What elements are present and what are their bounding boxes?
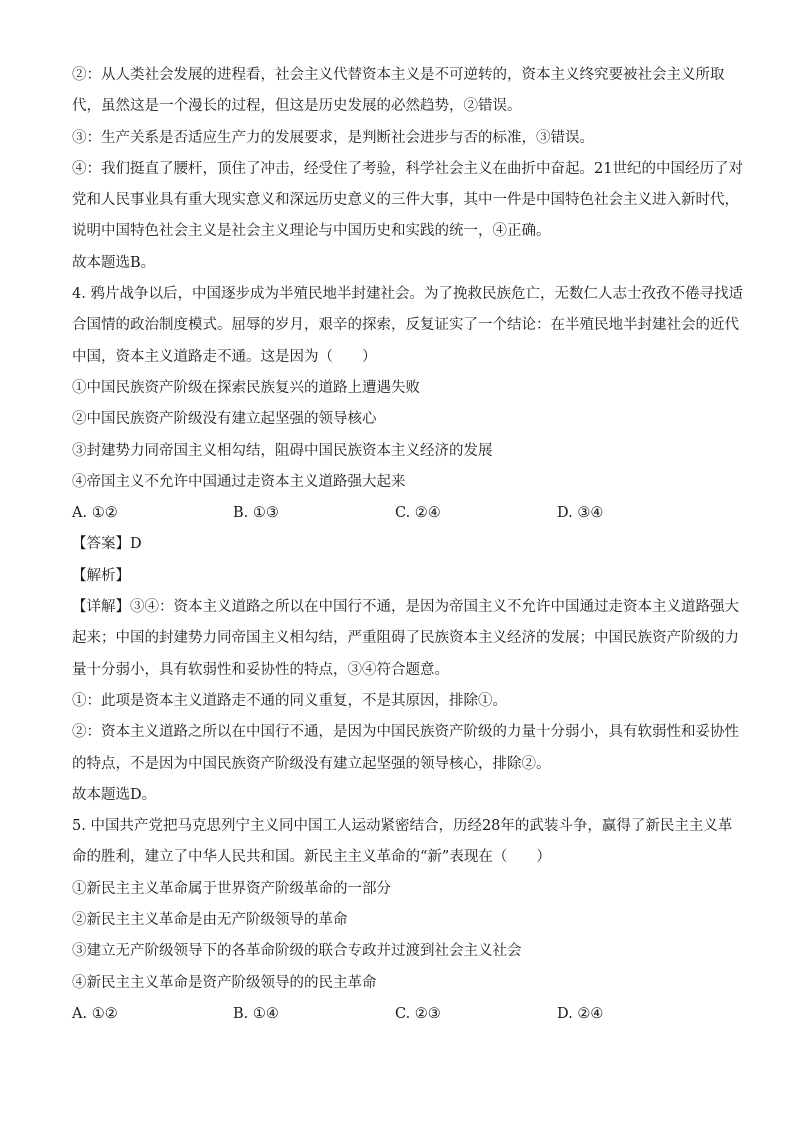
previous-analysis bbox=[72, 60, 743, 279]
analysis-line: 党和人民事业具有重大现实意义和深远历史意义的三件大事，其中一件是中国特色社会主义进入新时代， bbox=[72, 192, 739, 209]
document-page bbox=[72, 60, 743, 1030]
analysis-heading: 【解析】 bbox=[72, 567, 130, 584]
analysis-conclusion: 故本题选D。 bbox=[72, 786, 157, 803]
answer-value: D bbox=[130, 536, 142, 553]
statement-item: ②中国民族资产阶级没有建立起坚强的领导核心 bbox=[72, 411, 377, 428]
answer-options bbox=[72, 498, 722, 529]
analysis-line: ②：从人类社会发展的进程看，社会主义代替资本主义是不可逆转的，资本主义终究要被社会主义所取 bbox=[72, 67, 725, 83]
question-stem-line: 4. 鸦片战争以后，中国逐步成为半殖民地半封建社会。为了挽救民族危亡，无数仁人志士孜孜不倦寻找适 bbox=[72, 286, 743, 303]
question-4 bbox=[72, 279, 743, 811]
answer-label: 【答案】 bbox=[72, 536, 130, 553]
analysis-conclusion: 故本题选B。 bbox=[72, 254, 156, 271]
detail-line bbox=[72, 592, 739, 623]
question-stem-line: 命的胜利，建立了中华人民共和国。新民主主义革命的“新”表现在（ ） bbox=[72, 849, 551, 866]
option-c: C. ②④ bbox=[395, 505, 441, 522]
analysis-line: ②：资本主义道路之所以在中国行不通，是因为中国民族资产阶级的力量十分弱小，具有软弱性和妥协性 bbox=[72, 724, 739, 741]
detail-label: 【详解】 bbox=[72, 599, 130, 616]
option-a: A. ①② bbox=[72, 505, 118, 522]
option-a: A. ①② bbox=[72, 1005, 118, 1022]
analysis-line: 的特点，不是因为中国民族资产阶级没有建立起坚强的领导核心，排除②。 bbox=[72, 755, 551, 772]
analysis-line: 代，虽然这是一个漫长的过程，但这是历史发展的必然趋势，②错误。 bbox=[72, 98, 522, 115]
answer-line bbox=[72, 529, 722, 560]
analysis-line: ①：此项是资本主义道路走不通的同义重复，不是其原因，排除①。 bbox=[72, 692, 507, 709]
statement-item: ②新民主主义革命是由无产阶级领导的革命 bbox=[72, 912, 348, 929]
detail-text: ③④：资本主义道路之所以在中国行不通，是因为帝国主义不允许中国通过走资本主义道路强大 bbox=[130, 599, 739, 616]
option-b: B. ①④ bbox=[233, 1005, 279, 1022]
analysis-line: ③：生产关系是否适应生产力的发展要求，是判断社会进步与否的标准，③错误。 bbox=[72, 129, 594, 146]
statement-item: ④新民主主义革命是资产阶级领导的的民主革命 bbox=[72, 974, 377, 991]
question-5 bbox=[72, 811, 733, 1030]
statement-item: ①中国民族资产阶级在探索民族复兴的道路上遭遇失败 bbox=[72, 379, 420, 396]
detail-line: 起来；中国的封建势力同帝国主义相勾结，严重阻碍了民族资本主义经济的发展；中国民族资产阶级的力 bbox=[72, 630, 739, 647]
statement-item: ③建立无产阶级领导下的各革命阶级的联合专政并过渡到社会主义社会 bbox=[72, 943, 522, 960]
statement-item: ③封建势力同帝国主义相勾结，阻碍中国民族资本主义经济的发展 bbox=[72, 442, 493, 459]
question-stem-line: 5. 中国共产党把马克思列宁主义同中国工人运动紧密结合，历经28年的武装斗争，赢得了新民主主义革 bbox=[72, 818, 733, 835]
option-d: D. ②④ bbox=[557, 1005, 604, 1022]
analysis-line: 说明中国特色社会主义是社会主义理论与中国历史和实践的统一，④正确。 bbox=[72, 223, 551, 240]
analysis-line: ④：我们挺直了腰杆，顶住了冲击，经受住了考验，科学社会主义在曲折中奋起。21世纪的中国经历了对 bbox=[72, 160, 743, 177]
question-stem-line: 合国情的政治制度模式。屈辱的岁月，艰辛的探索，反复证实了一个结论：在半殖民地半封建社会的近代 bbox=[72, 317, 739, 334]
option-c: C. ②③ bbox=[395, 1005, 441, 1022]
question-stem-line: 中国，资本主义道路走不通。这是因为（ ） bbox=[72, 348, 377, 365]
answer-options bbox=[72, 999, 722, 1030]
statement-item: ①新民主主义革命属于世界资产阶级革命的一部分 bbox=[72, 880, 391, 897]
option-b: B. ①③ bbox=[233, 505, 279, 522]
detail-line: 量十分弱小，具有软弱性和妥协性的特点，③④符合题意。 bbox=[72, 661, 449, 678]
option-d: D. ③④ bbox=[557, 505, 604, 522]
statement-item: ④帝国主义不允许中国通过走资本主义道路强大起来 bbox=[72, 473, 406, 490]
